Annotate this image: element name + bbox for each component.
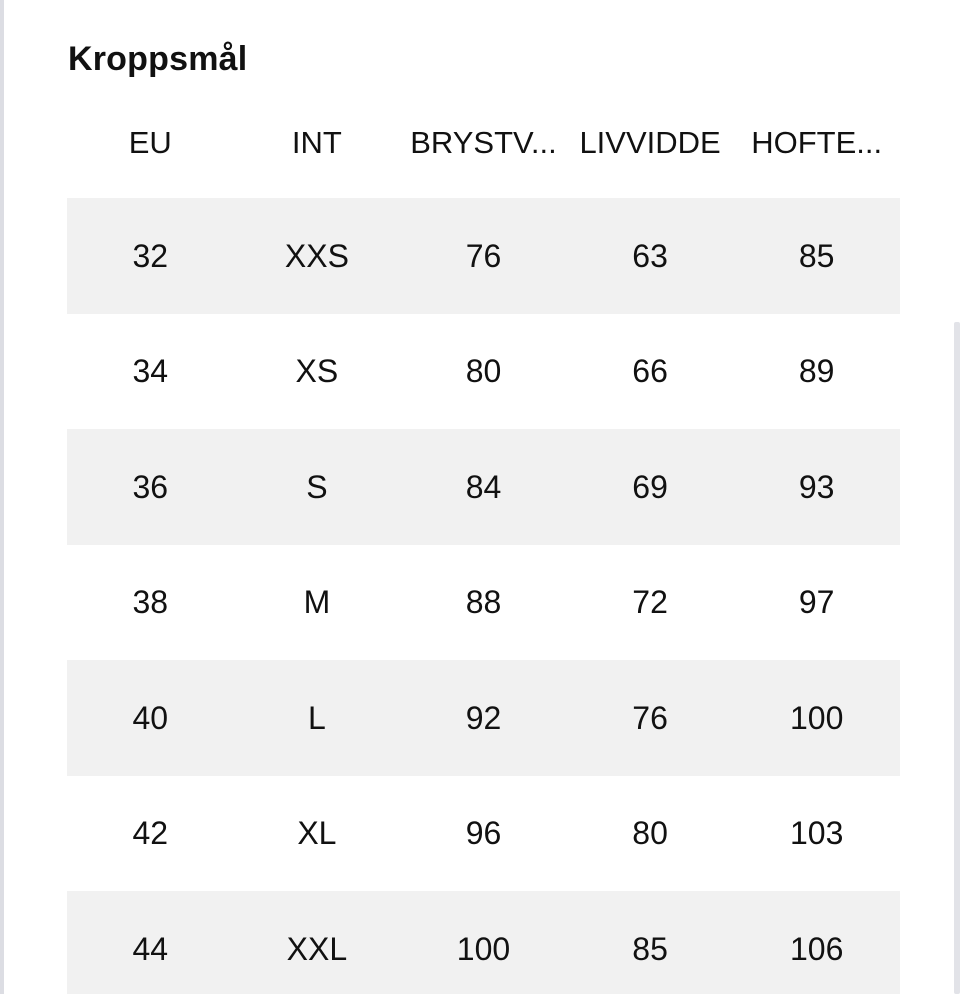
- cell-hip: 97: [798, 584, 835, 621]
- cell-chest: 92: [465, 699, 502, 736]
- table-row: [67, 891, 900, 994]
- cell-hip: 100: [789, 699, 844, 736]
- cell-waist: 76: [632, 699, 668, 736]
- cell-hip: 89: [798, 353, 835, 390]
- cell-chest: 84: [465, 468, 502, 505]
- cell-int: S: [306, 468, 328, 505]
- cell-eu: 34: [132, 353, 169, 390]
- cell-int: M: [303, 584, 331, 621]
- table-row: [67, 198, 900, 314]
- cell-int: L: [307, 699, 326, 736]
- cell-chest: 96: [465, 815, 502, 852]
- cell-int: XXL: [286, 930, 348, 967]
- cell-hip: 103: [789, 815, 844, 852]
- column-header-waist: LIVVIDDE: [579, 125, 721, 160]
- cell-eu: 38: [132, 584, 169, 621]
- cell-eu: 32: [132, 237, 169, 274]
- cell-int: XL: [297, 815, 337, 852]
- cell-int: XXS: [284, 237, 349, 274]
- table-row: [67, 314, 900, 430]
- cell-eu: 42: [132, 815, 169, 852]
- cell-hip: 93: [798, 468, 835, 505]
- table-row: [67, 776, 900, 892]
- cell-waist: 69: [632, 468, 668, 505]
- cell-eu: 40: [132, 699, 169, 736]
- cell-chest: 80: [465, 353, 502, 390]
- cell-chest: 76: [465, 237, 502, 274]
- cell-chest: 100: [456, 930, 511, 967]
- cell-eu: 36: [132, 468, 169, 505]
- cell-int: XS: [295, 353, 339, 390]
- table-row: [67, 429, 900, 545]
- cell-chest: 88: [465, 584, 502, 621]
- table-row: [67, 545, 900, 661]
- table-header-row: [67, 88, 900, 198]
- cell-waist: 85: [632, 930, 668, 967]
- size-table: [67, 88, 900, 994]
- column-header-int: INT: [291, 125, 342, 160]
- page-title: Kroppsmål: [68, 40, 248, 78]
- cell-hip: 106: [789, 930, 844, 967]
- cell-hip: 85: [798, 237, 835, 274]
- column-header-eu: EU: [128, 125, 172, 160]
- cell-waist: 63: [632, 237, 668, 274]
- cell-waist: 66: [632, 353, 668, 390]
- column-header-hip: HOFTE...: [751, 125, 883, 160]
- table-row: [67, 660, 900, 776]
- left-edge-divider: [0, 0, 4, 994]
- cell-waist: 80: [632, 815, 668, 852]
- column-header-chest: BRYSTV...: [410, 125, 557, 160]
- vertical-scrollbar[interactable]: [954, 322, 960, 994]
- cell-eu: 44: [132, 930, 169, 967]
- cell-waist: 72: [632, 584, 668, 621]
